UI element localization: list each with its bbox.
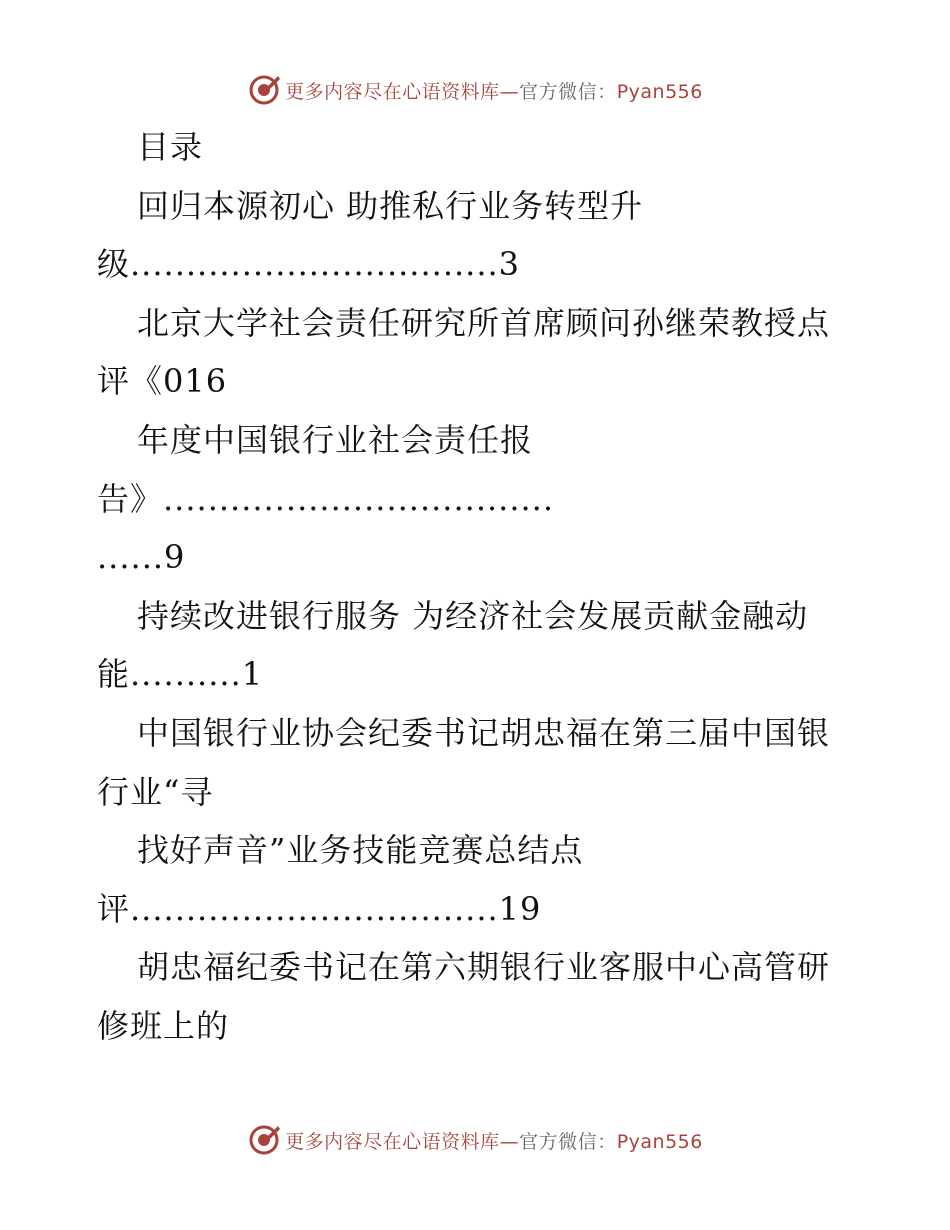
watermark-site: 更多内容尽在心语资料库— (285, 1130, 520, 1153)
toc-entry-3-line-2[interactable]: 能..........1 (97, 655, 264, 694)
toc-title: 目录 (137, 128, 204, 166)
toc-entry-3-line-1[interactable]: 持续改进银行服务 为经济社会发展贡献金融动 (137, 596, 809, 635)
toc-entry-5-line-1[interactable]: 胡忠福纪委书记在第六期银行业客服中心高管研 (137, 948, 831, 987)
toc-entry-1-line-2[interactable]: 级.................................3 (97, 245, 521, 284)
toc-entry-4-line-3[interactable]: 找好声音”业务技能竞赛总结点 (137, 831, 584, 870)
wechat-id: Pyan556 (616, 80, 703, 103)
toc-entry-1-line-1[interactable]: 回归本源初心 助推私行业务转型升 (137, 186, 644, 225)
toc-entry-4-line-1[interactable]: 中国银行业协会纪委书记胡忠福在第三届中国银 (137, 713, 831, 752)
toc-entry-4-line-4[interactable]: 评.................................19 (97, 889, 542, 928)
toc-entry-2-line-3[interactable]: 年度中国银行业社会责任报 (137, 420, 534, 459)
wechat-label: 官方微信： (519, 1130, 617, 1153)
toc-entry-2-line-1[interactable]: 北京大学社会责任研究所首席顾问孙继荣教授点 (137, 303, 831, 342)
toc-entry-2-line-2[interactable]: 评《016 (97, 362, 228, 401)
header-watermark (0, 70, 950, 110)
watermark-site: 更多内容尽在心语资料库— (285, 80, 520, 103)
toc-entry-4-line-2[interactable]: 行业“寻 (97, 772, 214, 811)
toc-entry-5-line-2[interactable]: 修班上的 (97, 1006, 230, 1045)
toc-entry-2-line-5[interactable]: ......9 (97, 538, 186, 577)
footer-watermark (0, 1120, 950, 1160)
pen-nib-logo-icon (247, 1123, 281, 1157)
wechat-label: 官方微信： (519, 80, 617, 103)
watermark-text (285, 1127, 703, 1154)
wechat-id: Pyan556 (616, 1130, 703, 1153)
watermark-text (285, 77, 703, 104)
table-of-contents (97, 118, 857, 1056)
pen-nib-logo-icon (247, 73, 281, 107)
toc-entry-2-line-4[interactable]: 告》................................... (97, 479, 555, 518)
